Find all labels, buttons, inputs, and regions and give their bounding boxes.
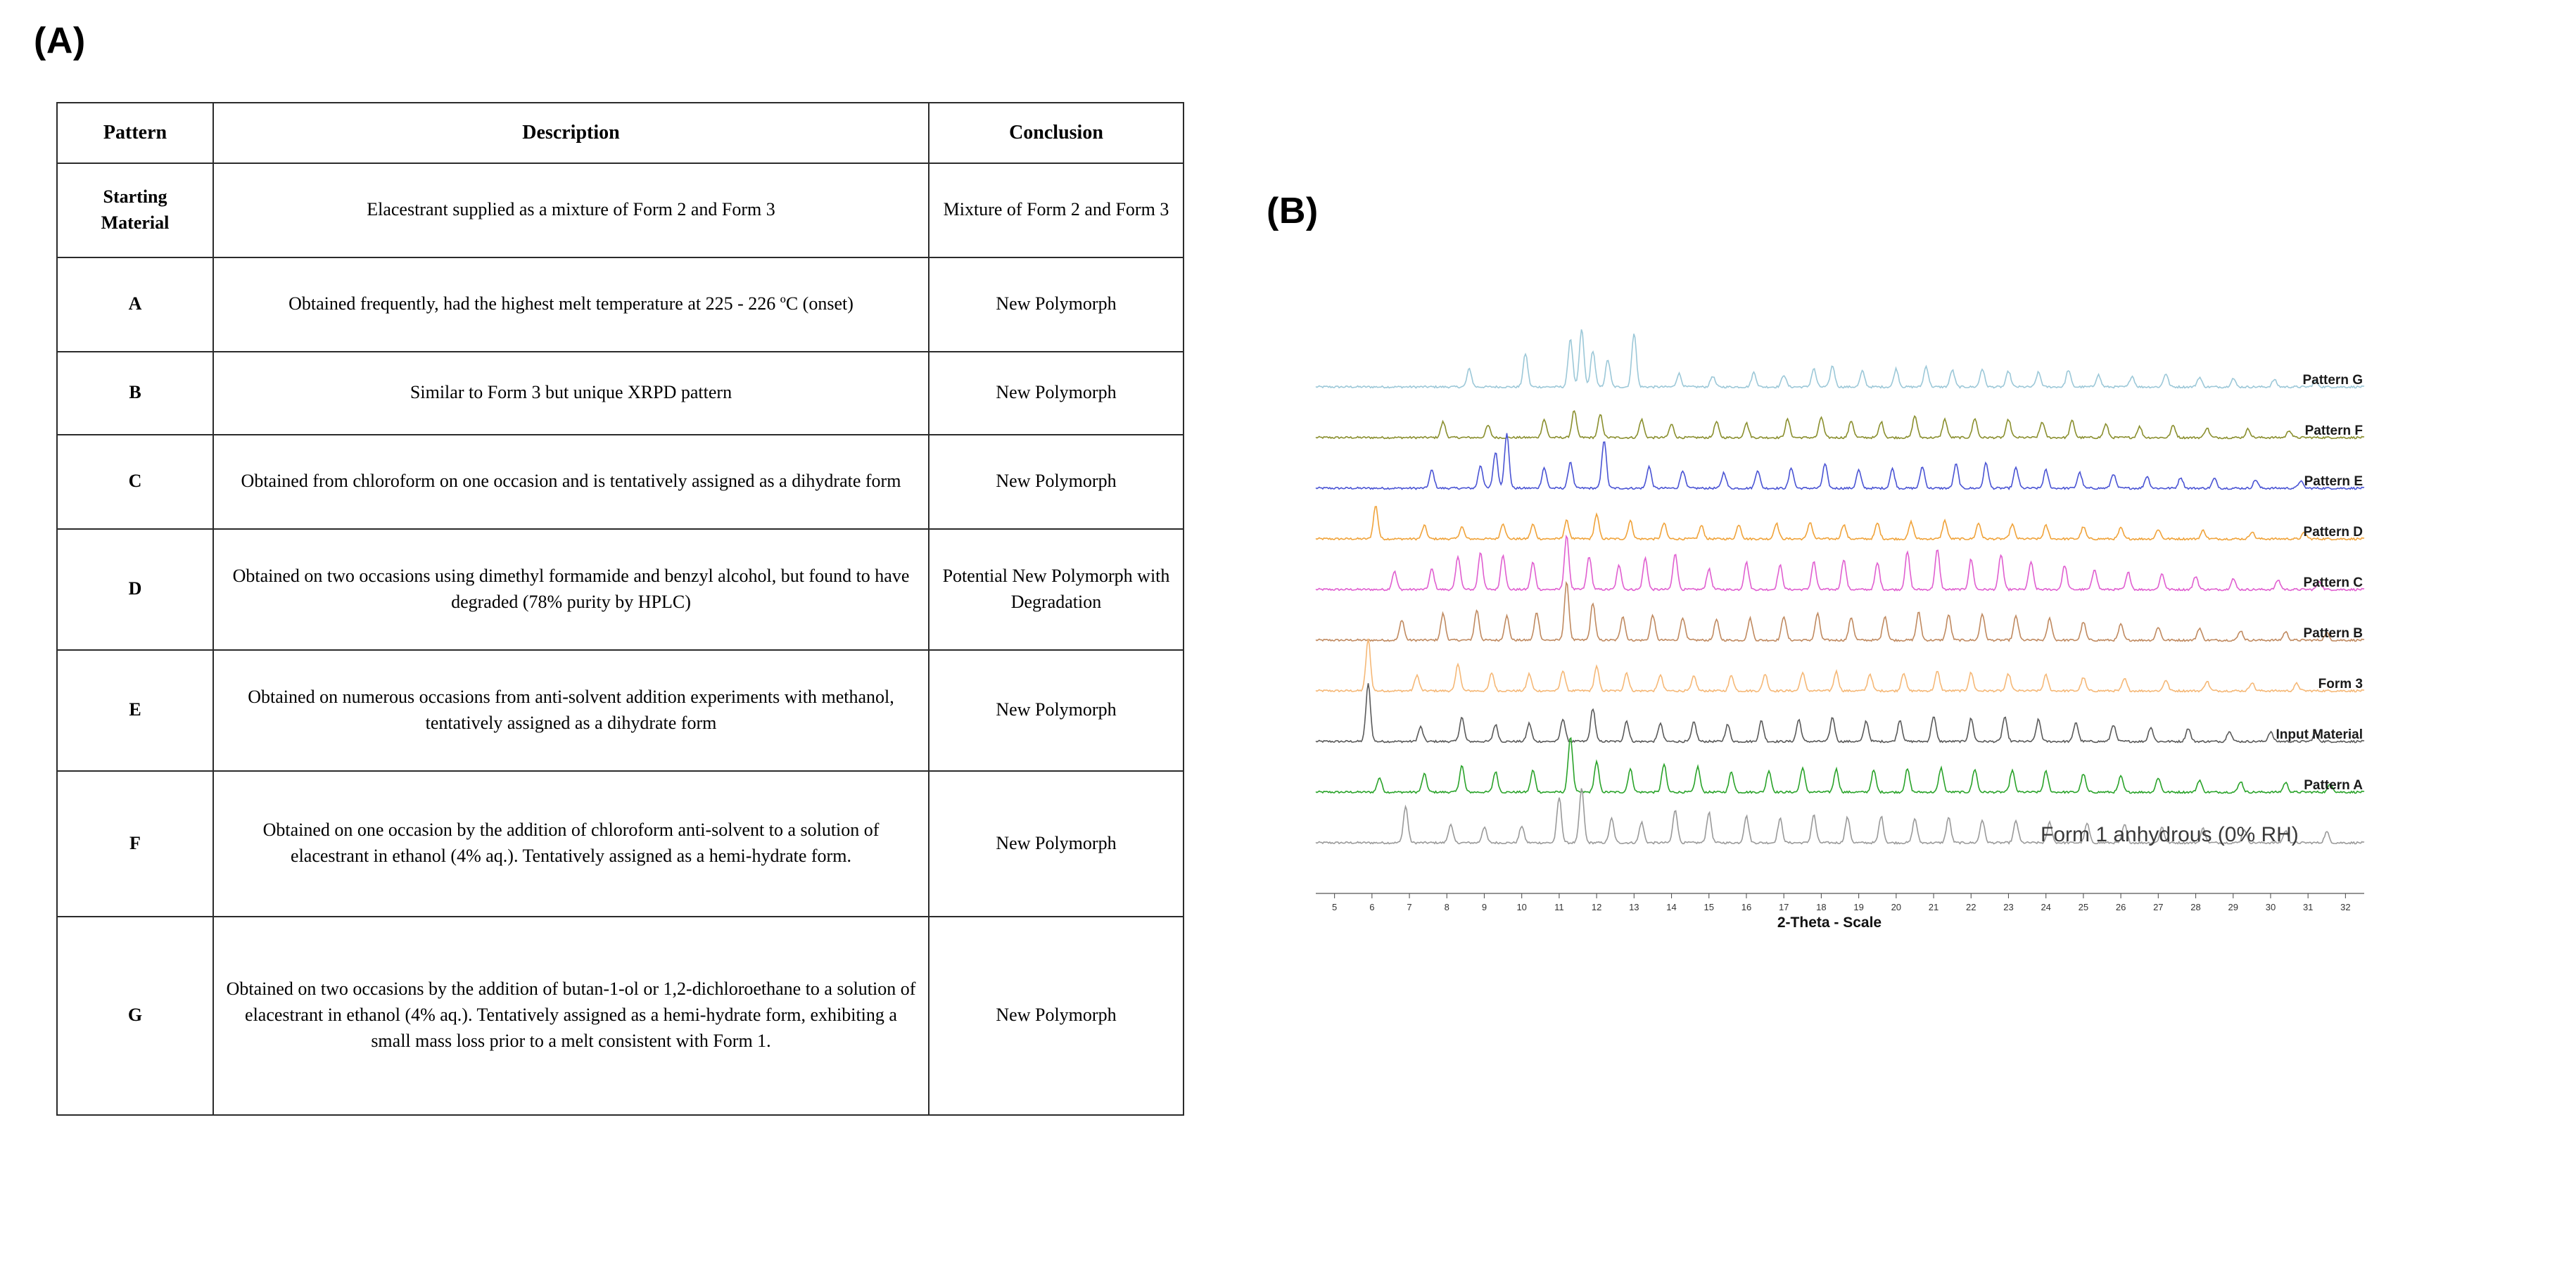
x-axis-tick-label: 7 — [1407, 902, 1412, 912]
table-row — [57, 163, 1184, 257]
table-header — [57, 103, 1184, 163]
xrpd-trace-label: Pattern E — [2304, 474, 2363, 489]
xrpd-trace-label: Input Material — [2276, 727, 2363, 742]
x-axis-tick-label: 6 — [1369, 902, 1375, 912]
x-axis-tick-label: 29 — [2228, 902, 2238, 912]
table-row — [57, 257, 1184, 352]
xrpd-trace-label: Pattern B — [2303, 626, 2363, 641]
cell-conclusion: New Polymorph — [929, 771, 1184, 917]
x-axis-tick-label: 10 — [1516, 902, 1527, 912]
x-axis-tick-label: 30 — [2265, 902, 2276, 912]
xrpd-trace-label: Pattern G — [2302, 373, 2363, 388]
xrpd-trace — [1316, 329, 2364, 388]
x-axis-tick-label: 14 — [1666, 902, 1677, 912]
xrpd-trace-labels-group — [2041, 373, 2363, 846]
cell-conclusion: New Polymorph — [929, 917, 1184, 1115]
x-axis-tick-label: 20 — [1891, 902, 1902, 912]
xrpd-trace — [1316, 683, 2364, 742]
cell-description: Similar to Form 3 but unique XRPD pattern — [213, 352, 929, 435]
cell-pattern: D — [57, 529, 213, 650]
x-axis-tick-label: 23 — [2003, 902, 2014, 912]
xrpd-overlay-chart — [1295, 295, 2533, 964]
xrpd-trace-label: Pattern C — [2303, 575, 2363, 590]
cell-conclusion: New Polymorph — [929, 650, 1184, 771]
x-axis-tick-label: 32 — [2340, 902, 2351, 912]
xrpd-plot-area — [1295, 295, 2533, 964]
x-axis-tick-label: 8 — [1444, 902, 1449, 912]
table-row — [57, 529, 1184, 650]
cell-pattern: G — [57, 917, 213, 1115]
xrpd-trace-label: Form 3 — [2318, 677, 2363, 692]
x-axis-tick-label: 15 — [1703, 902, 1714, 912]
cell-description: Obtained from chloroform on one occasion and is tentatively assigned as a dihydrate form — [213, 435, 929, 529]
x-axis-tick-label: 21 — [1928, 902, 1939, 912]
cell-description: Elacestrant supplied as a mixture of Form 2 and Form 3 — [213, 163, 929, 257]
x-axis-title: 2-Theta - Scale — [1777, 915, 1882, 931]
xrpd-trace — [1316, 582, 2364, 641]
cell-conclusion: New Polymorph — [929, 257, 1184, 352]
column-header-description: Description — [213, 103, 929, 163]
xrpd-trace — [1316, 411, 2364, 438]
xrpd-trace-label: Pattern D — [2303, 525, 2363, 540]
panel-b-label: (B) — [1267, 191, 1319, 231]
x-axis-tick-label: 31 — [2302, 902, 2314, 912]
xrpd-trace — [1316, 507, 2364, 540]
x-axis-tick-label: 26 — [2115, 902, 2126, 912]
x-axis-tick-label: 17 — [1778, 902, 1789, 912]
x-axis-tick-label: 9 — [1481, 902, 1487, 912]
xrpd-trace-label: Form 1 anhydrous (0% RH) — [2041, 823, 2299, 846]
x-axis-tick-label: 18 — [1816, 902, 1827, 912]
x-axis-tick-label: 13 — [1629, 902, 1639, 912]
cell-description: Obtained frequently, had the highest melt temperature at 225 - 226 ºC (onset) — [213, 257, 929, 352]
xrpd-trace-label: Pattern F — [2304, 423, 2363, 438]
table-row — [57, 771, 1184, 917]
table-row — [57, 650, 1184, 771]
cell-pattern: A — [57, 257, 213, 352]
cell-pattern: E — [57, 650, 213, 771]
cell-pattern: F — [57, 771, 213, 917]
x-axis-tick-label: 11 — [1554, 902, 1564, 912]
x-axis-tick-label: 27 — [2153, 902, 2164, 912]
table-row — [57, 917, 1184, 1115]
column-header-conclusion: Conclusion — [929, 103, 1184, 163]
panel-a-label: (A) — [34, 20, 86, 61]
x-axis-tick-label: 12 — [1591, 902, 1602, 912]
x-axis-tick-label: 28 — [2190, 902, 2201, 912]
polymorph-summary-table-container — [56, 102, 1170, 1116]
cell-pattern: C — [57, 435, 213, 529]
polymorph-summary-table — [56, 102, 1184, 1116]
xrpd-traces-group — [1316, 329, 2364, 843]
table-body — [57, 163, 1184, 1115]
table-row — [57, 435, 1184, 529]
xrpd-trace — [1316, 639, 2364, 692]
table-row — [57, 352, 1184, 435]
cell-conclusion: New Polymorph — [929, 435, 1184, 529]
cell-description: Obtained on numerous occasions from anti-solvent addition experiments with methanol, tentatively assigned as a dihydrate form — [213, 650, 929, 771]
table-header-row — [57, 103, 1184, 163]
cell-description: Obtained on one occasion by the addition of chloroform anti-solvent to a solution of elacestrant in ethanol (4% aq.). Tentatively assigned as a hemi-hydrate form. — [213, 771, 929, 917]
xrpd-trace — [1316, 433, 2364, 490]
x-axis-tick-label: 22 — [1966, 902, 1977, 912]
cell-pattern: Starting Material — [57, 163, 213, 257]
xrpd-trace — [1316, 536, 2364, 590]
cell-description: Obtained on two occasions using dimethyl formamide and benzyl alcohol, but found to have degraded (78% purity by HPLC) — [213, 529, 929, 650]
xrpd-trace-label: Pattern A — [2304, 778, 2363, 793]
cell-conclusion: Mixture of Form 2 and Form 3 — [929, 163, 1184, 257]
cell-conclusion: New Polymorph — [929, 352, 1184, 435]
cell-description: Obtained on two occasions by the addition of butan-1-ol or 1,2-dichloroethane to a solution of elacestrant in ethanol (4% aq.). Tentatively assigned as a hemi-hydrate form, exhibiting a small mass loss prior to a melt consistent with Form 1. — [213, 917, 929, 1115]
x-axis-tick-label: 19 — [1853, 902, 1864, 912]
xrpd-trace — [1316, 738, 2364, 793]
x-axis-tick-label: 25 — [2078, 902, 2089, 912]
x-axis-tick-label: 16 — [1741, 902, 1752, 912]
x-axis-tick-label: 24 — [2041, 902, 2051, 912]
x-axis-tick-label: 5 — [1331, 902, 1338, 912]
xrpd-x-axis — [1316, 893, 2364, 912]
cell-conclusion: Potential New Polymorph with Degradation — [929, 529, 1184, 650]
column-header-pattern: Pattern — [57, 103, 213, 163]
cell-pattern: B — [57, 352, 213, 435]
